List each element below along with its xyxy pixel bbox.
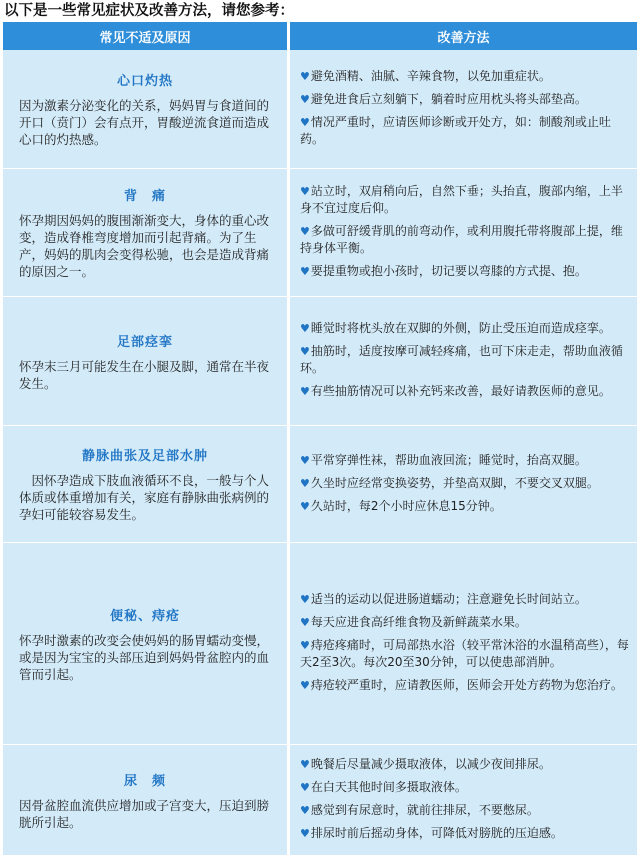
remedy-cell bbox=[290, 50, 637, 169]
symptom-title: 足部痉挛 bbox=[116, 334, 173, 350]
remedy-tip bbox=[300, 114, 629, 148]
remedy-tip bbox=[300, 614, 629, 631]
symptom-cause: 怀孕末三月可能发生在小腿及脚，通常在半夜发生。 bbox=[19, 358, 270, 391]
heart-bullet-icon: ♥ bbox=[300, 322, 310, 335]
remedy-tip-text: 感觉到有尿意时，就前往排尿，不要憋尿。 bbox=[310, 803, 539, 817]
remedy-tip-text: 多做可舒缓背肌的前弯动作，或利用腹托带将腹部上提，维持身体平衡。 bbox=[300, 224, 623, 255]
heart-bullet-icon: ♥ bbox=[300, 804, 310, 817]
remedy-tip-text: 痔疮较严重时，应请教医师，医师会开处方药物为您治疗。 bbox=[310, 678, 623, 692]
remedy-tip bbox=[300, 825, 629, 842]
symptom-title: 背 痛 bbox=[123, 189, 166, 204]
heart-bullet-icon: ♥ bbox=[300, 758, 310, 771]
heart-bullet-icon: ♥ bbox=[300, 499, 310, 513]
heart-bullet-icon: ♥ bbox=[300, 827, 310, 840]
heart-bullet-icon: ♥ bbox=[300, 639, 310, 652]
remedy-tip-text: 情况严重时，应请医师诊断或开处方，如：制酸剂或止吐药。 bbox=[300, 115, 611, 146]
remedy-tip bbox=[300, 637, 629, 671]
remedy-tip bbox=[300, 263, 629, 280]
remedy-tip bbox=[300, 68, 629, 85]
remedy-tip-text: 适当的运动以促进肠道蠕动；注意避免长时间站立。 bbox=[310, 592, 587, 606]
symptom-cause: 怀孕期因妈妈的腹围渐渐变大，身体的重心改变，造成脊椎弯度增加而引起背痛。为了生产，妈妈的肌肉会变得松驰，也会是造成背痛的原因之一。 bbox=[19, 213, 270, 279]
symptom-table bbox=[3, 22, 637, 856]
heart-bullet-icon: ♥ bbox=[300, 781, 310, 794]
remedy-tip-text: 避免酒精、油腻、辛辣食物，以免加重症状。 bbox=[310, 69, 551, 83]
symptom-title: 静脉曲张及足部水肿 bbox=[81, 449, 208, 464]
remedy-tip bbox=[300, 591, 629, 608]
symptom-title: 尿 频 bbox=[123, 773, 166, 789]
remedy-tip bbox=[300, 320, 629, 337]
heart-bullet-icon: ♥ bbox=[300, 70, 310, 83]
remedy-tip-text: 有些抽筋情况可以补充钙来改善，最好请教医师的意见。 bbox=[310, 384, 611, 398]
header-remedies: 改善方法 bbox=[290, 22, 637, 50]
remedy-tip-text: 晚餐后尽量减少摄取液体，以减少夜间排尿。 bbox=[310, 757, 551, 771]
symptom-title: 心口灼热 bbox=[116, 74, 173, 89]
remedy-cell bbox=[290, 297, 637, 426]
remedy-tip bbox=[300, 498, 629, 515]
remedy-tip bbox=[300, 183, 629, 217]
heart-bullet-icon: ♥ bbox=[300, 679, 310, 692]
remedy-tip bbox=[300, 475, 629, 492]
remedy-tip bbox=[300, 756, 629, 773]
symptom-cell bbox=[3, 297, 287, 426]
remedy-tip bbox=[300, 343, 629, 377]
remedy-tip-text: 排尿时前后摇动身体，可降低对膀胱的压迫感。 bbox=[310, 826, 563, 840]
heart-bullet-icon: ♥ bbox=[300, 453, 310, 467]
symptom-cell bbox=[3, 50, 287, 169]
heart-bullet-icon: ♥ bbox=[300, 616, 310, 629]
remedy-tip-text: 站立时，双肩稍向后，自然下垂；头抬直，腹部内缩，上半身不宜过度后仰。 bbox=[300, 184, 623, 215]
header-causes: 常见不适及原因 bbox=[3, 22, 287, 50]
heart-bullet-icon: ♥ bbox=[300, 345, 310, 358]
remedy-cell bbox=[290, 543, 637, 745]
remedy-cell bbox=[290, 426, 637, 543]
heart-bullet-icon: ♥ bbox=[300, 225, 310, 238]
symptom-cell bbox=[3, 169, 287, 297]
remedy-tip-text: 久站时，每2个小时应休息15分钟。 bbox=[310, 498, 502, 513]
symptom-cause: 因怀孕造成下肢血液循环不良，一般与个人体质或体重增加有关，家庭有静脉曲张病例的孕妇可能较容易发生。 bbox=[19, 473, 270, 522]
remedy-cell bbox=[290, 745, 637, 856]
remedy-tip bbox=[300, 677, 629, 694]
remedy-tip-text: 久坐时应经常变换姿势，并垫高双脚，不要交叉双腿。 bbox=[310, 475, 599, 490]
heart-bullet-icon: ♥ bbox=[300, 593, 310, 606]
heart-bullet-icon: ♥ bbox=[300, 116, 310, 129]
heart-bullet-icon: ♥ bbox=[300, 265, 310, 278]
remedy-tip-text: 平常穿弹性袜，帮助血液回流；睡觉时，抬高双腿。 bbox=[310, 452, 587, 467]
heart-bullet-icon: ♥ bbox=[300, 476, 310, 490]
remedy-tip-text: 避免进食后立刻躺下，躺着时应用枕头将头部垫高。 bbox=[310, 92, 587, 106]
symptom-cell bbox=[3, 543, 287, 745]
remedy-tip-text: 痔疮疼痛时，可局部热水浴（较平常沐浴的水温稍高些），每天2至3次。每次20至30分钟，可以使患部消肿。 bbox=[300, 638, 629, 669]
heart-bullet-icon: ♥ bbox=[300, 385, 310, 398]
symptom-cause: 怀孕时激素的改变会使妈妈的肠胃蠕动变慢，或是因为宝宝的头部压迫到妈妈骨盆腔内的血管而引起。 bbox=[19, 632, 270, 682]
intro-heading: 以下是一些常见症状及改善方法，请您参考： bbox=[4, 3, 294, 19]
remedy-tip bbox=[300, 802, 629, 819]
symptom-title: 便秘、痔疮 bbox=[109, 608, 180, 624]
remedy-tip bbox=[300, 452, 629, 469]
remedy-tip bbox=[300, 383, 629, 400]
remedy-tip bbox=[300, 779, 629, 796]
remedy-tip bbox=[300, 223, 629, 257]
remedy-tip-text: 抽筋时，适度按摩可减轻疼痛，也可下床走走，帮助血液循环。 bbox=[300, 344, 623, 375]
heart-bullet-icon: ♥ bbox=[300, 93, 310, 106]
remedy-tip-text: 每天应进食高纤维食物及新鲜蔬菜水果。 bbox=[310, 615, 527, 629]
remedy-tip-text: 在白天其他时间多摄取液体。 bbox=[310, 780, 467, 794]
symptom-cell bbox=[3, 745, 287, 856]
remedy-tip bbox=[300, 91, 629, 108]
symptom-cell bbox=[3, 426, 287, 543]
heart-bullet-icon: ♥ bbox=[300, 185, 310, 198]
symptom-cause: 因骨盆腔血流供应增加或子宫变大，压迫到膀胱所引起。 bbox=[19, 797, 270, 830]
symptom-cause: 因为激素分泌变化的关系，妈妈胃与食道间的开口（贲门）会有点开，胃酸逆流食道而造成心口的灼热感。 bbox=[19, 98, 270, 147]
remedy-tip-text: 要提重物或抱小孩时，切记要以弯膝的方式提、抱。 bbox=[310, 264, 587, 278]
remedy-cell bbox=[290, 169, 637, 297]
remedy-tip-text: 睡觉时将枕头放在双脚的外侧，防止受压迫而造成痉挛。 bbox=[310, 321, 611, 335]
